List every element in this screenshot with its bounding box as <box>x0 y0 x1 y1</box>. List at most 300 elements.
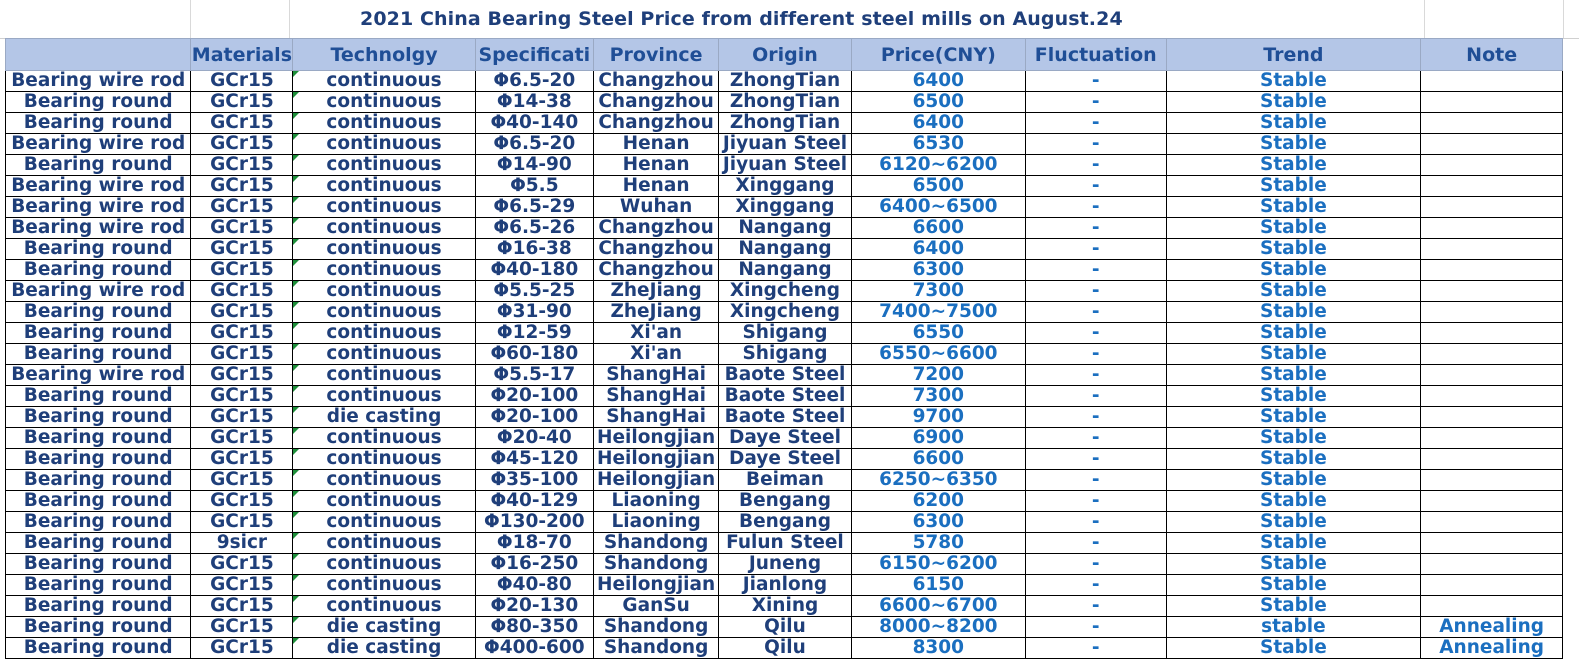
cell-note[interactable] <box>1421 197 1563 218</box>
cell-material[interactable]: GCr15 <box>191 365 293 386</box>
cell-product[interactable]: Bearing wire rod <box>6 281 191 302</box>
cell-price[interactable]: 6550~6600 <box>851 344 1025 365</box>
cell-price[interactable]: 9700 <box>851 407 1025 428</box>
error-indicator-icon <box>293 155 299 161</box>
cell-price[interactable]: 7400~7500 <box>851 302 1025 323</box>
error-indicator-icon <box>293 596 299 602</box>
cell-fluctuation[interactable]: - <box>1025 302 1166 323</box>
cell-province[interactable]: Changzhou <box>593 71 718 92</box>
cell-province[interactable]: Wuhan <box>593 197 718 218</box>
cell-fluctuation[interactable]: - <box>1025 155 1166 176</box>
cell-specification[interactable]: Φ6.5-26 <box>475 218 593 239</box>
cell-origin[interactable]: Beiman <box>719 470 851 491</box>
cell-fluctuation[interactable]: - <box>1025 365 1166 386</box>
cell-origin[interactable]: Jianlong <box>719 575 851 596</box>
cell-note[interactable] <box>1421 491 1563 512</box>
cell-product[interactable]: Bearing round <box>6 596 191 617</box>
cell-note[interactable] <box>1421 218 1563 239</box>
cell-fluctuation[interactable]: - <box>1025 575 1166 596</box>
cell-material[interactable]: GCr15 <box>191 260 293 281</box>
cell-product[interactable]: Bearing round <box>6 638 191 659</box>
table-row <box>6 617 1563 638</box>
cell-origin[interactable]: Baote Steel <box>719 386 851 407</box>
cell-price[interactable]: 6150 <box>851 575 1025 596</box>
cell-price[interactable]: 6400 <box>851 113 1025 134</box>
cell-technology[interactable]: continuous <box>293 491 475 512</box>
cell-origin[interactable]: Daye Steel <box>719 428 851 449</box>
cell-province[interactable]: Shandong <box>593 554 718 575</box>
cell-specification[interactable]: Φ45-120 <box>475 449 593 470</box>
cell-fluctuation[interactable]: - <box>1025 554 1166 575</box>
cell-note[interactable] <box>1421 92 1563 113</box>
cell-technology[interactable]: continuous <box>293 176 475 197</box>
cell-province[interactable]: ShangHai <box>593 365 718 386</box>
cell-trend[interactable]: Stable <box>1166 197 1421 218</box>
cell-origin[interactable]: Shigang <box>719 323 851 344</box>
cell-specification[interactable]: Φ130-200 <box>475 512 593 533</box>
cell-note[interactable] <box>1421 239 1563 260</box>
cell-material[interactable]: GCr15 <box>191 617 293 638</box>
cell-specification[interactable]: Φ14-38 <box>475 92 593 113</box>
cell-material[interactable]: GCr15 <box>191 92 293 113</box>
cell-material[interactable]: GCr15 <box>191 512 293 533</box>
header-cell-specification[interactable]: Specificati <box>475 39 593 71</box>
cell-province[interactable]: Xi'an <box>593 323 718 344</box>
cell-trend[interactable]: Stable <box>1166 176 1421 197</box>
cell-province[interactable]: Changzhou <box>593 92 718 113</box>
cell-note[interactable] <box>1421 512 1563 533</box>
cell-fluctuation[interactable]: - <box>1025 449 1166 470</box>
cell-product[interactable]: Bearing round <box>6 617 191 638</box>
cell-fluctuation[interactable]: - <box>1025 344 1166 365</box>
table-row <box>6 239 1563 260</box>
cell-fluctuation[interactable]: - <box>1025 218 1166 239</box>
price-table <box>5 38 1563 659</box>
header-cell-note[interactable]: Note <box>1421 39 1563 71</box>
cell-specification[interactable]: Φ35-100 <box>475 470 593 491</box>
cell-origin[interactable]: Fulun Steel <box>719 533 851 554</box>
cell-technology[interactable]: continuous <box>293 134 475 155</box>
cell-price[interactable]: 8300 <box>851 638 1025 659</box>
header-cell-materials[interactable]: Materials <box>191 39 293 71</box>
cell-trend[interactable]: Stable <box>1166 365 1421 386</box>
cell-fluctuation[interactable]: - <box>1025 260 1166 281</box>
cell-product[interactable]: Bearing round <box>6 344 191 365</box>
cell-trend[interactable]: Stable <box>1166 575 1421 596</box>
cell-fluctuation[interactable]: - <box>1025 176 1166 197</box>
cell-fluctuation[interactable]: - <box>1025 71 1166 92</box>
cell-trend[interactable]: Stable <box>1166 596 1421 617</box>
header-cell-province[interactable]: Province <box>593 39 718 71</box>
cell-material[interactable]: GCr15 <box>191 239 293 260</box>
cell-origin[interactable]: Xingcheng <box>719 281 851 302</box>
cell-product[interactable]: Bearing round <box>6 554 191 575</box>
header-cell-technology[interactable]: Technolgy <box>293 39 475 71</box>
error-indicator-icon <box>293 281 299 287</box>
cell-specification[interactable]: Φ14-90 <box>475 155 593 176</box>
cell-price[interactable]: 6120~6200 <box>851 155 1025 176</box>
cell-specification[interactable]: Φ5.5 <box>475 176 593 197</box>
cell-province[interactable]: Shandong <box>593 533 718 554</box>
cell-province[interactable]: Heilongjian <box>593 449 718 470</box>
cell-note[interactable] <box>1421 596 1563 617</box>
cell-product[interactable]: Bearing wire rod <box>6 134 191 155</box>
cell-province[interactable]: Henan <box>593 176 718 197</box>
cell-material[interactable]: GCr15 <box>191 323 293 344</box>
cell-material[interactable]: GCr15 <box>191 407 293 428</box>
cell-specification[interactable]: Φ40-129 <box>475 491 593 512</box>
cell-product[interactable]: Bearing wire rod <box>6 176 191 197</box>
cell-note[interactable] <box>1421 113 1563 134</box>
cell-specification[interactable]: Φ40-80 <box>475 575 593 596</box>
cell-province[interactable]: Henan <box>593 134 718 155</box>
cell-product[interactable]: Bearing wire rod <box>6 218 191 239</box>
cell-note[interactable] <box>1421 155 1563 176</box>
cell-province[interactable]: Changzhou <box>593 239 718 260</box>
cell-material[interactable]: GCr15 <box>191 218 293 239</box>
cell-technology[interactable]: continuous <box>293 344 475 365</box>
cell-note[interactable] <box>1421 134 1563 155</box>
cell-technology[interactable]: die casting <box>293 617 475 638</box>
cell-trend[interactable]: Stable <box>1166 449 1421 470</box>
cell-province[interactable]: Henan <box>593 155 718 176</box>
cell-origin[interactable]: Daye Steel <box>719 449 851 470</box>
cell-material[interactable]: GCr15 <box>191 596 293 617</box>
cell-specification[interactable]: Φ60-180 <box>475 344 593 365</box>
cell-price[interactable]: 6600 <box>851 449 1025 470</box>
cell-origin[interactable]: Baote Steel <box>719 407 851 428</box>
cell-price[interactable]: 6550 <box>851 323 1025 344</box>
cell-fluctuation[interactable]: - <box>1025 470 1166 491</box>
cell-specification[interactable]: Φ80-350 <box>475 617 593 638</box>
cell-product[interactable]: Bearing round <box>6 512 191 533</box>
cell-material[interactable]: GCr15 <box>191 428 293 449</box>
cell-province[interactable]: Shandong <box>593 617 718 638</box>
cell-technology[interactable]: continuous <box>293 533 475 554</box>
cell-province[interactable]: Heilongjian <box>593 575 718 596</box>
cell-origin[interactable]: ZhongTian <box>719 71 851 92</box>
cell-province[interactable]: Liaoning <box>593 512 718 533</box>
cell-specification[interactable]: Φ20-130 <box>475 596 593 617</box>
table-row <box>6 428 1563 449</box>
cell-note[interactable] <box>1421 428 1563 449</box>
cell-product[interactable]: Bearing round <box>6 407 191 428</box>
cell-origin[interactable]: Baote Steel <box>719 365 851 386</box>
cell-specification[interactable]: Φ6.5-20 <box>475 134 593 155</box>
cell-technology[interactable]: continuous <box>293 596 475 617</box>
cell-origin[interactable]: Xinggang <box>719 176 851 197</box>
header-cell-product[interactable] <box>6 39 191 71</box>
cell-note[interactable] <box>1421 344 1563 365</box>
cell-technology[interactable]: continuous <box>293 386 475 407</box>
cell-material[interactable]: GCr15 <box>191 281 293 302</box>
cell-trend[interactable]: Stable <box>1166 218 1421 239</box>
cell-note[interactable] <box>1421 470 1563 491</box>
cell-specification[interactable]: Φ5.5-17 <box>475 365 593 386</box>
cell-specification[interactable]: Φ20-40 <box>475 428 593 449</box>
cell-origin[interactable]: Jiyuan Steel <box>719 155 851 176</box>
cell-product[interactable]: Bearing round <box>6 449 191 470</box>
cell-province[interactable]: Liaoning <box>593 491 718 512</box>
cell-material[interactable]: GCr15 <box>191 134 293 155</box>
cell-product[interactable]: Bearing round <box>6 470 191 491</box>
cell-technology[interactable]: continuous <box>293 281 475 302</box>
cell-note[interactable] <box>1421 71 1563 92</box>
cell-technology[interactable]: continuous <box>293 260 475 281</box>
cell-material[interactable]: GCr15 <box>191 155 293 176</box>
cell-origin[interactable]: Juneng <box>719 554 851 575</box>
cell-fluctuation[interactable]: - <box>1025 617 1166 638</box>
cell-material[interactable]: GCr15 <box>191 197 293 218</box>
cell-technology[interactable]: continuous <box>293 428 475 449</box>
cell-price[interactable]: 7300 <box>851 281 1025 302</box>
cell-specification[interactable]: Φ400-600 <box>475 638 593 659</box>
cell-price[interactable]: 6300 <box>851 260 1025 281</box>
cell-specification[interactable]: Φ6.5-29 <box>475 197 593 218</box>
cell-province[interactable]: ShangHai <box>593 407 718 428</box>
cell-trend[interactable]: Stable <box>1166 533 1421 554</box>
cell-price[interactable]: 8000~8200 <box>851 617 1025 638</box>
cell-price[interactable]: 5780 <box>851 533 1025 554</box>
cell-note[interactable] <box>1421 302 1563 323</box>
cell-province[interactable]: ZheJiang <box>593 281 718 302</box>
cell-technology[interactable]: continuous <box>293 92 475 113</box>
cell-specification[interactable]: Φ16-250 <box>475 554 593 575</box>
cell-material[interactable]: GCr15 <box>191 71 293 92</box>
cell-technology[interactable]: continuous <box>293 197 475 218</box>
cell-technology[interactable]: continuous <box>293 71 475 92</box>
cell-origin[interactable]: Shigang <box>719 344 851 365</box>
cell-price[interactable]: 6530 <box>851 134 1025 155</box>
cell-specification[interactable]: Φ18-70 <box>475 533 593 554</box>
cell-origin[interactable]: Nangang <box>719 260 851 281</box>
cell-specification[interactable]: Φ20-100 <box>475 407 593 428</box>
cell-price[interactable]: 6500 <box>851 92 1025 113</box>
cell-fluctuation[interactable]: - <box>1025 239 1166 260</box>
cell-product[interactable]: Bearing round <box>6 239 191 260</box>
cell-technology[interactable]: continuous <box>293 155 475 176</box>
cell-note[interactable] <box>1421 554 1563 575</box>
cell-note[interactable] <box>1421 260 1563 281</box>
cell-material[interactable]: GCr15 <box>191 344 293 365</box>
cell-trend[interactable]: Stable <box>1166 512 1421 533</box>
cell-fluctuation[interactable]: - <box>1025 281 1166 302</box>
cell-trend[interactable]: Stable <box>1166 470 1421 491</box>
cell-specification[interactable]: Φ20-100 <box>475 386 593 407</box>
cell-province[interactable]: GanSu <box>593 596 718 617</box>
cell-product[interactable]: Bearing round <box>6 155 191 176</box>
cell-trend[interactable]: Stable <box>1166 386 1421 407</box>
cell-product[interactable]: Bearing round <box>6 428 191 449</box>
cell-product[interactable]: Bearing round <box>6 575 191 596</box>
cell-price[interactable]: 6600 <box>851 218 1025 239</box>
cell-note[interactable] <box>1421 407 1563 428</box>
cell-trend[interactable]: Stable <box>1166 239 1421 260</box>
error-indicator-icon <box>293 365 299 371</box>
cell-price[interactable]: 6400~6500 <box>851 197 1025 218</box>
cell-price[interactable]: 6200 <box>851 491 1025 512</box>
cell-trend[interactable]: Stable <box>1166 323 1421 344</box>
cell-trend[interactable]: Stable <box>1166 638 1421 659</box>
cell-price[interactable]: 6300 <box>851 512 1025 533</box>
cell-province[interactable]: Heilongjian <box>593 428 718 449</box>
cell-material[interactable]: GCr15 <box>191 470 293 491</box>
cell-province[interactable]: Xi'an <box>593 344 718 365</box>
cell-material[interactable]: GCr15 <box>191 449 293 470</box>
cell-technology[interactable]: continuous <box>293 113 475 134</box>
cell-origin[interactable]: ZhongTian <box>719 92 851 113</box>
cell-material[interactable]: GCr15 <box>191 113 293 134</box>
cell-note[interactable] <box>1421 449 1563 470</box>
cell-technology[interactable]: continuous <box>293 449 475 470</box>
cell-trend[interactable]: Stable <box>1166 281 1421 302</box>
cell-product[interactable]: Bearing wire rod <box>6 365 191 386</box>
cell-province[interactable]: Changzhou <box>593 218 718 239</box>
cell-material[interactable]: GCr15 <box>191 554 293 575</box>
cell-fluctuation[interactable]: - <box>1025 197 1166 218</box>
cell-origin[interactable]: Xinggang <box>719 197 851 218</box>
cell-technology[interactable]: continuous <box>293 218 475 239</box>
cell-material[interactable]: GCr15 <box>191 386 293 407</box>
cell-note[interactable] <box>1421 176 1563 197</box>
cell-technology[interactable]: continuous <box>293 302 475 323</box>
cell-product[interactable]: Bearing round <box>6 491 191 512</box>
cell-specification[interactable]: Φ31-90 <box>475 302 593 323</box>
header-cell-price[interactable]: Price(CNY) <box>851 39 1025 71</box>
cell-product[interactable]: Bearing round <box>6 323 191 344</box>
cell-fluctuation[interactable]: - <box>1025 491 1166 512</box>
cell-product[interactable]: Bearing round <box>6 260 191 281</box>
cell-fluctuation[interactable]: - <box>1025 134 1166 155</box>
cell-product[interactable]: Bearing wire rod <box>6 197 191 218</box>
cell-note[interactable] <box>1421 365 1563 386</box>
cell-fluctuation[interactable]: - <box>1025 428 1166 449</box>
cell-price[interactable]: 6600~6700 <box>851 596 1025 617</box>
cell-technology[interactable]: die casting <box>293 407 475 428</box>
cell-trend[interactable]: Stable <box>1166 134 1421 155</box>
cell-trend[interactable]: Stable <box>1166 260 1421 281</box>
cell-note[interactable] <box>1421 281 1563 302</box>
cell-origin[interactable]: Qilu <box>719 617 851 638</box>
cell-specification[interactable]: Φ40-140 <box>475 113 593 134</box>
cell-price[interactable]: 6150~6200 <box>851 554 1025 575</box>
cell-trend[interactable]: Stable <box>1166 407 1421 428</box>
cell-technology[interactable]: continuous <box>293 323 475 344</box>
cell-province[interactable]: Changzhou <box>593 260 718 281</box>
cell-material[interactable]: GCr15 <box>191 176 293 197</box>
cell-trend[interactable]: Stable <box>1166 302 1421 323</box>
cell-price[interactable]: 6900 <box>851 428 1025 449</box>
cell-price[interactable]: 7300 <box>851 386 1025 407</box>
cell-note[interactable] <box>1421 533 1563 554</box>
cell-price[interactable]: 6250~6350 <box>851 470 1025 491</box>
cell-fluctuation[interactable]: - <box>1025 533 1166 554</box>
header-cell-fluctuation[interactable]: Fluctuation <box>1025 39 1166 71</box>
cell-fluctuation[interactable]: - <box>1025 386 1166 407</box>
cell-specification[interactable]: Φ16-38 <box>475 239 593 260</box>
cell-trend[interactable]: Stable <box>1166 428 1421 449</box>
cell-fluctuation[interactable]: - <box>1025 92 1166 113</box>
cell-origin[interactable]: Bengang <box>719 512 851 533</box>
cell-price[interactable]: 6400 <box>851 71 1025 92</box>
cell-origin[interactable]: Xingcheng <box>719 302 851 323</box>
cell-technology[interactable]: continuous <box>293 512 475 533</box>
cell-specification[interactable]: Φ6.5-20 <box>475 71 593 92</box>
cell-material[interactable]: GCr15 <box>191 575 293 596</box>
cell-technology[interactable]: die casting <box>293 638 475 659</box>
cell-trend[interactable]: Stable <box>1166 155 1421 176</box>
cell-trend[interactable]: Stable <box>1166 71 1421 92</box>
cell-specification[interactable]: Φ12-59 <box>475 323 593 344</box>
cell-product[interactable]: Bearing round <box>6 113 191 134</box>
cell-province[interactable]: Changzhou <box>593 113 718 134</box>
cell-product[interactable]: Bearing round <box>6 92 191 113</box>
cell-technology[interactable]: continuous <box>293 239 475 260</box>
cell-fluctuation[interactable]: - <box>1025 407 1166 428</box>
cell-product[interactable]: Bearing round <box>6 533 191 554</box>
cell-trend[interactable]: Stable <box>1166 554 1421 575</box>
cell-note[interactable] <box>1421 323 1563 344</box>
cell-origin[interactable]: Jiyuan Steel <box>719 134 851 155</box>
cell-note[interactable] <box>1421 575 1563 596</box>
cell-technology[interactable]: continuous <box>293 554 475 575</box>
cell-fluctuation[interactable]: - <box>1025 113 1166 134</box>
cell-origin[interactable]: Qilu <box>719 638 851 659</box>
sheet-title[interactable]: 2021 China Bearing Steel Price from different steel mills on August.24 <box>360 8 1123 30</box>
cell-technology[interactable]: continuous <box>293 575 475 596</box>
cell-material[interactable]: 9sicr <box>191 533 293 554</box>
cell-fluctuation[interactable]: - <box>1025 596 1166 617</box>
cell-origin[interactable]: Xining <box>719 596 851 617</box>
cell-price[interactable]: 6500 <box>851 176 1025 197</box>
cell-technology[interactable]: continuous <box>293 365 475 386</box>
cell-fluctuation[interactable]: - <box>1025 512 1166 533</box>
cell-origin[interactable]: ZhongTian <box>719 113 851 134</box>
cell-product[interactable]: Bearing round <box>6 386 191 407</box>
cell-trend[interactable]: stable <box>1166 617 1421 638</box>
cell-material[interactable]: GCr15 <box>191 638 293 659</box>
cell-origin[interactable]: Nangang <box>719 239 851 260</box>
cell-material[interactable]: GCr15 <box>191 491 293 512</box>
cell-origin[interactable]: Bengang <box>719 491 851 512</box>
cell-material[interactable]: GCr15 <box>191 302 293 323</box>
cell-specification[interactable]: Φ40-180 <box>475 260 593 281</box>
cell-note[interactable] <box>1421 386 1563 407</box>
header-cell-trend[interactable]: Trend <box>1166 39 1421 71</box>
cell-province[interactable]: ShangHai <box>593 386 718 407</box>
header-cell-origin[interactable]: Origin <box>719 39 851 71</box>
cell-specification[interactable]: Φ5.5-25 <box>475 281 593 302</box>
cell-origin[interactable]: Nangang <box>719 218 851 239</box>
cell-province[interactable]: Heilongjian <box>593 470 718 491</box>
cell-province[interactable]: Shandong <box>593 638 718 659</box>
cell-product[interactable]: Bearing wire rod <box>6 71 191 92</box>
cell-province[interactable]: ZheJiang <box>593 302 718 323</box>
error-indicator-icon <box>293 512 299 518</box>
cell-price[interactable]: 7200 <box>851 365 1025 386</box>
cell-note[interactable]: Annealing <box>1421 617 1563 638</box>
cell-product[interactable]: Bearing round <box>6 302 191 323</box>
cell-fluctuation[interactable]: - <box>1025 323 1166 344</box>
cell-fluctuation[interactable]: - <box>1025 638 1166 659</box>
cell-price[interactable]: 6400 <box>851 239 1025 260</box>
cell-trend[interactable]: Stable <box>1166 491 1421 512</box>
cell-trend[interactable]: Stable <box>1166 344 1421 365</box>
cell-technology[interactable]: continuous <box>293 470 475 491</box>
cell-trend[interactable]: Stable <box>1166 113 1421 134</box>
cell-trend[interactable]: Stable <box>1166 92 1421 113</box>
cell-note[interactable]: Annealing <box>1421 638 1563 659</box>
